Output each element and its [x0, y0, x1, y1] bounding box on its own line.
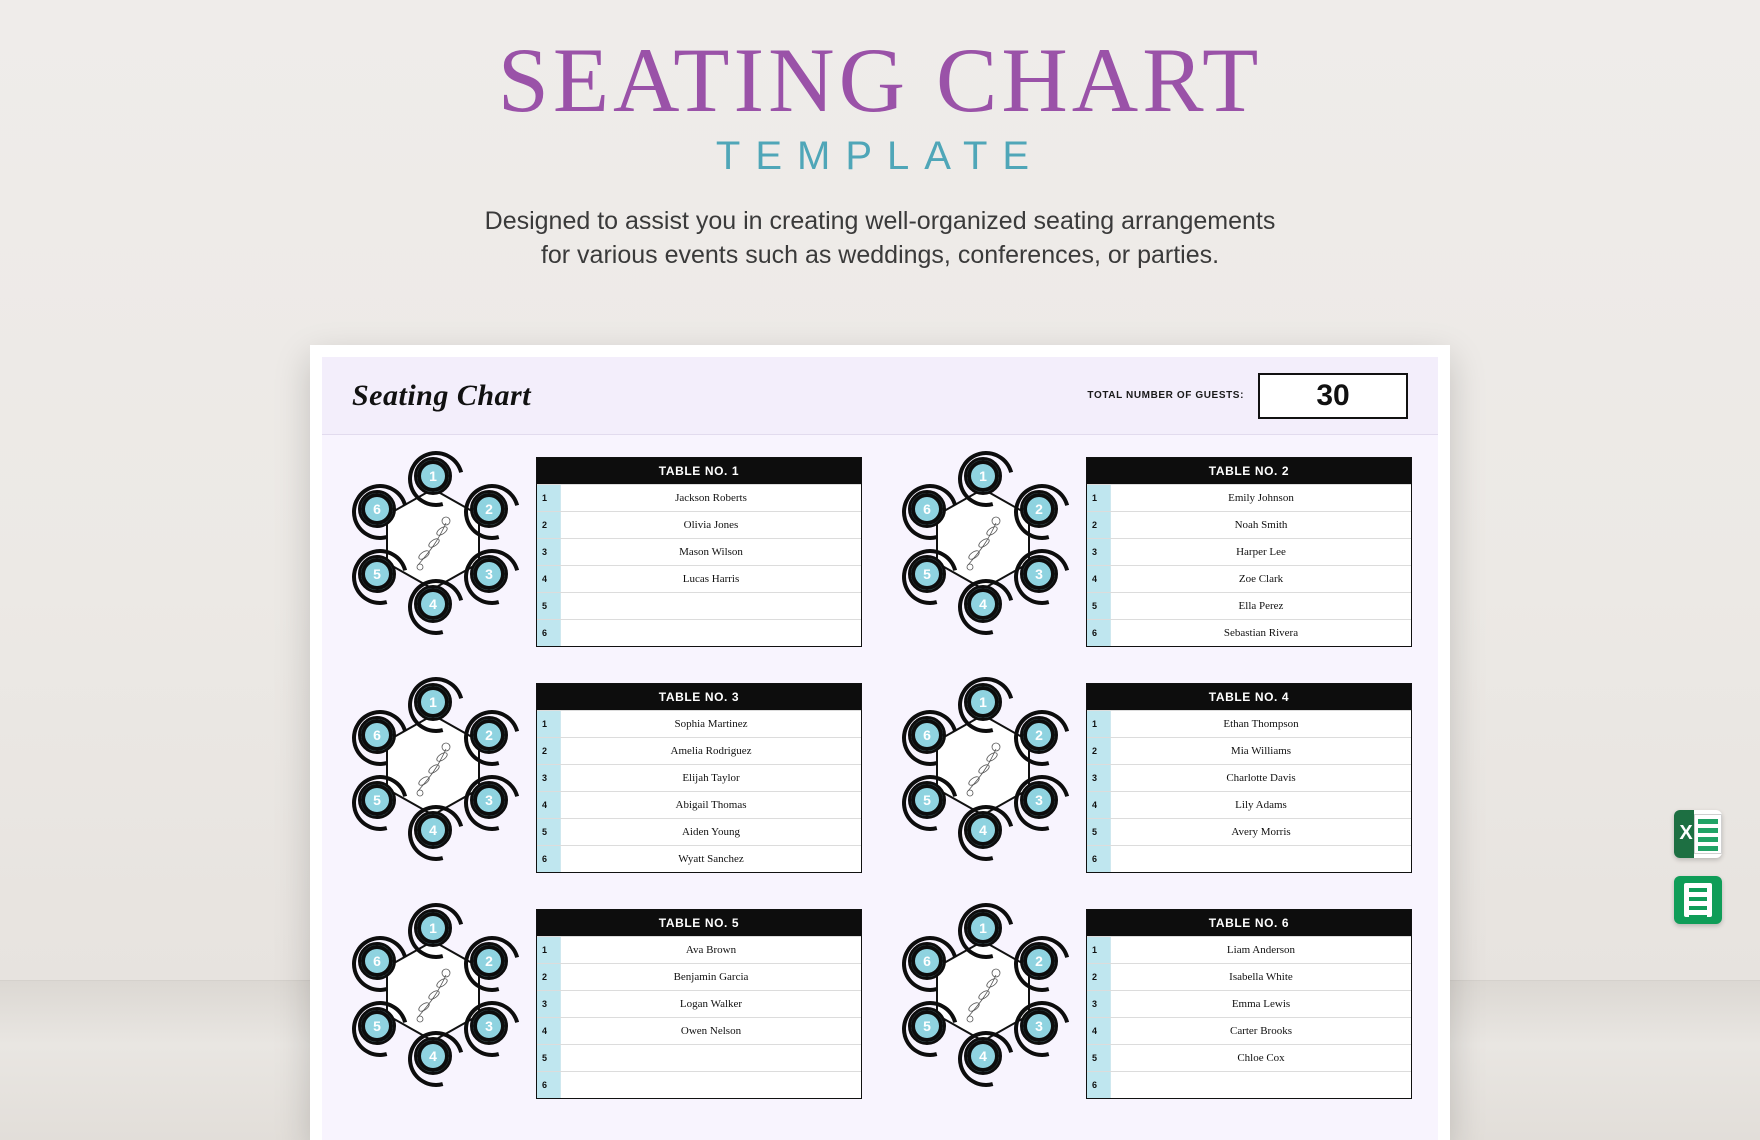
seat-4[interactable] [964, 585, 1002, 623]
seat-number: 6 [373, 501, 381, 517]
guest-name[interactable]: Chloe Cox [1237, 1052, 1285, 1064]
table-header: TABLE NO. 5 [537, 910, 861, 936]
guest-list [1086, 457, 1412, 647]
table-row[interactable] [1087, 565, 1411, 592]
seat-index: 6 [537, 846, 561, 872]
seat-number: 3 [1035, 792, 1043, 808]
seat-1[interactable] [414, 457, 452, 495]
seat-index: 3 [537, 539, 561, 565]
seat-6[interactable] [358, 716, 396, 754]
table-row[interactable] [537, 737, 861, 764]
guest-name[interactable]: Elijah Taylor [682, 772, 740, 784]
seat-number: 6 [373, 953, 381, 969]
seat-number: 4 [429, 596, 437, 612]
guest-name[interactable]: Ava Brown [685, 944, 737, 956]
seat-6[interactable] [908, 490, 946, 528]
guest-name[interactable] [561, 1072, 861, 1098]
seat-number: 1 [429, 920, 437, 936]
table-unit [348, 457, 862, 647]
seat-3[interactable] [1020, 781, 1058, 819]
seat-number: 4 [979, 596, 987, 612]
table-header: TABLE NO. 6 [1087, 910, 1411, 936]
document-logo: Seating Chart [352, 378, 532, 412]
seat-2[interactable] [1020, 490, 1058, 528]
seat-5[interactable] [908, 781, 946, 819]
table-row[interactable] [1087, 538, 1411, 565]
table-header: TABLE NO. 3 [537, 684, 861, 710]
table-row[interactable] [537, 619, 861, 646]
document-preview[interactable] [310, 345, 1450, 1140]
guest-name[interactable] [561, 1045, 861, 1071]
guest-name[interactable]: Sophia Martinez [674, 718, 748, 730]
table-row[interactable] [537, 511, 861, 538]
table-row[interactable] [1087, 818, 1411, 845]
seat-2[interactable] [1020, 716, 1058, 754]
table-row[interactable] [1087, 710, 1411, 737]
table-row[interactable] [537, 710, 861, 737]
guest-name[interactable]: Carter Brooks [1229, 1025, 1292, 1037]
seat-index: 3 [537, 765, 561, 791]
seat-index: 3 [1087, 991, 1111, 1017]
seat-6[interactable] [358, 490, 396, 528]
seat-number: 2 [1035, 727, 1043, 743]
table-row[interactable] [537, 791, 861, 818]
hero-header [0, 29, 1760, 272]
excel-file-icon[interactable]: X [1674, 810, 1722, 858]
table-row[interactable] [1087, 936, 1411, 963]
seat-index: 5 [1087, 819, 1111, 845]
guest-name[interactable]: Benjamin Garcia [673, 971, 749, 983]
table-row[interactable] [1087, 1071, 1411, 1098]
seat-1[interactable] [964, 683, 1002, 721]
guest-name[interactable]: Aiden Young [681, 826, 741, 838]
guest-name[interactable]: Emily Johnson [1228, 492, 1294, 504]
seat-index: 6 [1087, 1072, 1111, 1098]
seat-number: 3 [485, 566, 493, 582]
seat-index: 6 [537, 620, 561, 646]
seating-diagram [898, 457, 1068, 622]
seat-number: 5 [373, 1018, 381, 1034]
document-page [322, 357, 1438, 1140]
page-title: SEATING CHART [497, 29, 1263, 131]
table-row[interactable] [1087, 484, 1411, 511]
seat-index: 4 [537, 566, 561, 592]
table-row[interactable] [1087, 845, 1411, 872]
seat-5[interactable] [358, 555, 396, 593]
seat-number: 5 [923, 566, 931, 582]
table-row[interactable] [537, 963, 861, 990]
seat-number: 6 [923, 953, 931, 969]
seat-index: 2 [1087, 964, 1111, 990]
seat-2[interactable] [1020, 942, 1058, 980]
table-row[interactable] [537, 1017, 861, 1044]
guest-name[interactable]: Jackson Roberts [675, 492, 747, 504]
seat-6[interactable] [908, 942, 946, 980]
seat-2[interactable] [470, 490, 508, 528]
seat-index: 1 [1087, 711, 1111, 737]
guest-name[interactable]: Avery Morris [1231, 826, 1291, 838]
seat-number: 2 [485, 727, 493, 743]
seat-index: 3 [1087, 765, 1111, 791]
seat-number: 2 [485, 501, 493, 517]
table-row[interactable] [537, 1044, 861, 1071]
seat-index: 3 [1087, 539, 1111, 565]
seat-number: 1 [979, 920, 987, 936]
seat-1[interactable] [414, 683, 452, 721]
guest-list [536, 909, 862, 1099]
seat-4[interactable] [964, 811, 1002, 849]
seat-number: 2 [1035, 501, 1043, 517]
google-sheets-file-icon[interactable] [1674, 876, 1722, 924]
seat-number: 5 [373, 566, 381, 582]
seat-index: 2 [1087, 738, 1111, 764]
guest-name[interactable] [561, 620, 861, 646]
guest-list [1086, 909, 1412, 1099]
seat-number: 4 [979, 1048, 987, 1064]
seat-index: 1 [537, 711, 561, 737]
seat-index: 5 [537, 819, 561, 845]
table-row[interactable] [1087, 511, 1411, 538]
seat-index: 4 [1087, 792, 1111, 818]
seat-number: 3 [485, 1018, 493, 1034]
guest-name[interactable]: Mason Wilson [679, 546, 743, 558]
tables-grid [322, 435, 1438, 1099]
guest-name[interactable]: Owen Nelson [680, 1025, 742, 1037]
table-row[interactable] [1087, 764, 1411, 791]
seat-3[interactable] [470, 1007, 508, 1045]
table-row[interactable] [537, 1071, 861, 1098]
guest-name[interactable]: Emma Lewis [1231, 998, 1291, 1010]
table-row[interactable] [537, 764, 861, 791]
seat-index: 5 [537, 1045, 561, 1071]
guest-name[interactable]: Liam Anderson [1226, 944, 1296, 956]
guest-name[interactable]: Ella Perez [1238, 600, 1284, 612]
seat-5[interactable] [358, 781, 396, 819]
seat-index: 2 [537, 512, 561, 538]
seating-diagram [348, 457, 518, 622]
seat-4[interactable] [964, 1037, 1002, 1075]
seat-1[interactable] [414, 909, 452, 947]
table-header: TABLE NO. 4 [1087, 684, 1411, 710]
table-row[interactable] [537, 990, 861, 1017]
seat-number: 6 [923, 501, 931, 517]
guest-name[interactable]: Lucas Harris [682, 573, 740, 585]
seat-index: 3 [537, 991, 561, 1017]
guest-name[interactable]: Noah Smith [1234, 519, 1288, 531]
table-row[interactable] [1087, 592, 1411, 619]
table-row[interactable] [537, 936, 861, 963]
seat-index: 1 [1087, 485, 1111, 511]
seat-number: 2 [485, 953, 493, 969]
table-unit [898, 683, 1412, 873]
page-description [0, 205, 1760, 273]
seat-number: 6 [923, 727, 931, 743]
description-line-2: for various events such as weddings, conferences, or parties. [540, 240, 1220, 269]
seating-diagram [898, 909, 1068, 1074]
seat-index: 4 [1087, 1018, 1111, 1044]
seat-5[interactable] [908, 555, 946, 593]
seat-index: 1 [537, 937, 561, 963]
seat-number: 4 [429, 1048, 437, 1064]
seat-number: 5 [373, 792, 381, 808]
seat-index: 1 [1087, 937, 1111, 963]
seat-number: 3 [485, 792, 493, 808]
table-row[interactable] [1087, 963, 1411, 990]
seating-diagram [348, 909, 518, 1074]
seat-index: 6 [1087, 846, 1111, 872]
seat-3[interactable] [470, 781, 508, 819]
seat-number: 3 [1035, 566, 1043, 582]
guest-count-value[interactable]: 30 [1258, 373, 1408, 419]
guest-name[interactable] [561, 593, 861, 619]
seat-index: 4 [1087, 566, 1111, 592]
guest-name[interactable]: Zoe Clark [1238, 573, 1284, 585]
table-row[interactable] [1087, 619, 1411, 646]
seat-index: 6 [1087, 620, 1111, 646]
seat-3[interactable] [1020, 1007, 1058, 1045]
guest-name[interactable]: Isabella White [1229, 971, 1293, 983]
seat-number: 1 [979, 468, 987, 484]
guest-list [536, 683, 862, 873]
guest-name[interactable] [1111, 846, 1411, 872]
seat-index: 5 [1087, 1045, 1111, 1071]
guest-name[interactable]: Olivia Jones [683, 519, 739, 531]
seat-5[interactable] [908, 1007, 946, 1045]
description-line-1: Designed to assist you in creating well-organized seating arrangements [484, 206, 1276, 235]
guest-name[interactable]: Charlotte Davis [1226, 772, 1296, 784]
table-header: TABLE NO. 1 [537, 458, 861, 484]
table-row[interactable] [1087, 737, 1411, 764]
seat-6[interactable] [908, 716, 946, 754]
seat-4[interactable] [414, 1037, 452, 1075]
seat-3[interactable] [1020, 555, 1058, 593]
seat-index: 1 [537, 485, 561, 511]
seat-1[interactable] [964, 909, 1002, 947]
seat-number: 4 [979, 822, 987, 838]
seat-4[interactable] [414, 585, 452, 623]
table-row[interactable] [1087, 791, 1411, 818]
table-row[interactable] [1087, 1044, 1411, 1071]
seat-1[interactable] [964, 457, 1002, 495]
seat-number: 1 [979, 694, 987, 710]
seating-diagram [348, 683, 518, 848]
seat-5[interactable] [358, 1007, 396, 1045]
table-row[interactable] [1087, 1017, 1411, 1044]
seat-number: 1 [429, 694, 437, 710]
seat-number: 1 [429, 468, 437, 484]
table-unit [898, 457, 1412, 647]
table-row[interactable] [537, 592, 861, 619]
table-row[interactable] [1087, 990, 1411, 1017]
seat-index: 5 [1087, 593, 1111, 619]
seat-6[interactable] [358, 942, 396, 980]
guest-list [536, 457, 862, 647]
table-row[interactable] [537, 818, 861, 845]
seat-number: 6 [373, 727, 381, 743]
document-header [322, 357, 1438, 435]
table-row[interactable] [537, 484, 861, 511]
table-unit [898, 909, 1412, 1099]
guest-name[interactable]: Lily Adams [1235, 799, 1287, 811]
guest-name[interactable]: Logan Walker [679, 998, 743, 1010]
seat-number: 4 [429, 822, 437, 838]
guest-name[interactable]: Amelia Rodriguez [670, 745, 752, 757]
seat-3[interactable] [470, 555, 508, 593]
seating-diagram [898, 683, 1068, 848]
guest-list [1086, 683, 1412, 873]
seat-number: 5 [923, 792, 931, 808]
seat-number: 2 [1035, 953, 1043, 969]
seat-4[interactable] [414, 811, 452, 849]
file-format-icons [1674, 810, 1722, 924]
table-row[interactable] [537, 565, 861, 592]
guest-count-block [1087, 373, 1408, 419]
page-subtitle: TEMPLATE [715, 133, 1045, 178]
seat-index: 6 [537, 1072, 561, 1098]
seat-number: 3 [1035, 1018, 1043, 1034]
seat-index: 4 [537, 1018, 561, 1044]
table-row[interactable] [537, 845, 861, 872]
guest-name[interactable]: Abigail Thomas [675, 799, 747, 811]
guest-name[interactable] [1111, 1072, 1411, 1098]
table-row[interactable] [537, 538, 861, 565]
table-header: TABLE NO. 2 [1087, 458, 1411, 484]
table-unit [348, 909, 862, 1099]
guest-name[interactable]: Wyatt Sanchez [678, 853, 744, 865]
seat-2[interactable] [470, 716, 508, 754]
guest-name[interactable]: Harper Lee [1236, 546, 1286, 558]
guest-name[interactable]: Ethan Thompson [1223, 718, 1299, 730]
guest-count-label: TOTAL NUMBER OF GUESTS: [1087, 390, 1244, 401]
seat-index: 2 [537, 964, 561, 990]
seat-index: 4 [537, 792, 561, 818]
table-unit [348, 683, 862, 873]
guest-name[interactable]: Sebastian Rivera [1223, 627, 1299, 639]
seat-index: 5 [537, 593, 561, 619]
seat-2[interactable] [470, 942, 508, 980]
seat-number: 5 [923, 1018, 931, 1034]
seat-index: 2 [1087, 512, 1111, 538]
guest-name[interactable]: Mia Williams [1230, 745, 1292, 757]
seat-index: 2 [537, 738, 561, 764]
